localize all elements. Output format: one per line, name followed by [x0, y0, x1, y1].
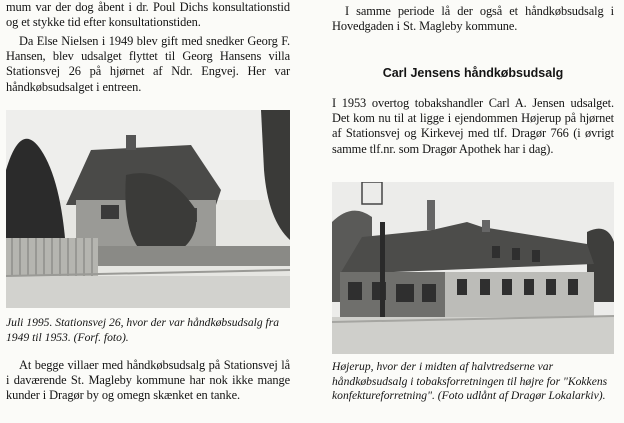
right-paragraph-1: I samme periode lå der også et håndkøbsudsalg i Hovedgaden i St. Magleby kommune. [332, 4, 614, 34]
left-photo-caption: Juli 1995. Stationsvej 26, hvor der var håndkøbsudsalg fra 1949 til 1953. (Forf. foto). [6, 316, 280, 344]
left-paragraph-2: Da Else Nielsen i 1949 blev gift med snedker Georg F. Hansen, blev udsalget flyttet til Georg Hansens villa Stationsvej 26 på hjørnet af Ndr. Engvej. Her var håndkøbsudsalget i entreen. [6, 34, 290, 94]
section-heading: Carl Jensens håndkøbsudsalg [382, 66, 564, 80]
left-paragraph-1: mum var der dog åbent i dr. Poul Dichs konsultationstid og et stykke tid efter konsultationstiden. [6, 0, 290, 30]
right-photo-caption: Højerup, hvor der i midten af halvtredserne var håndkøbsudsalg i tobaksforretningen til højre for "Kokkens konfektureforretning". (Foto udlånt af Dragør Lokalarkiv). [332, 360, 608, 403]
left-paragraph-3: At begge villaer med håndkøbsudsalg på Stationsvej lå i daværende St. Magleby kommune har nok ikke mange kunder i Dragør by og omegn skænket en tanke. [6, 358, 290, 403]
photo-stationsvej-26 [6, 110, 290, 308]
photo-hoejerup [332, 182, 614, 354]
right-paragraph-2: I 1953 overtog tobakshandler Carl A. Jensen udsalget. Det kom nu til at ligge i ejendommen Højerup på hjørnet af Stationsvej og Kirkevej med tlf. Dragør 766 (i øvrigt samme tlf.nr. som Dragør Apothek har i dag). [332, 96, 614, 156]
